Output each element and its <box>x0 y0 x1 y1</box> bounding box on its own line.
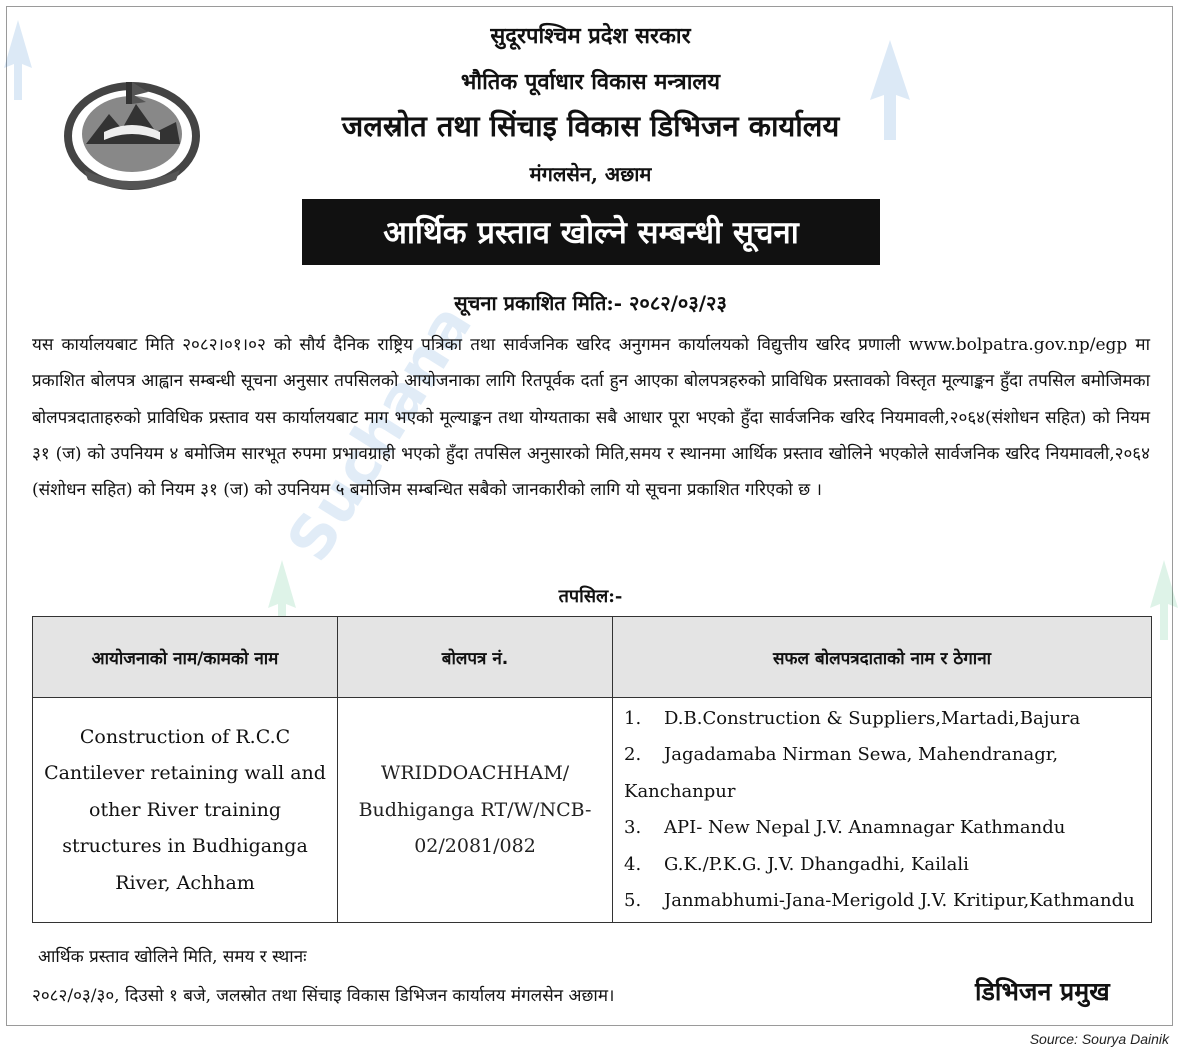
table-row <box>33 698 1152 923</box>
notice-body: यस कार्यालयबाट मिति २०८२।०१।०२ को सौर्य दैनिक राष्ट्रिय पत्रिका तथा सार्वजनिक खरिद अनुगमन कार्यालयको विद्युत्तीय खरिद प्रणाली www.bolpatra.gov.np/egp मा प्रकाशित बोलपत्र आह्वान सम्बन्धी सूचना अनुसार तपसिलको आयोजनाका लागि रितपूर्वक दर्ता हुन आएका बोलपत्रहरुको प्राविधिक प्रस्तावको विस्तृत मूल्याङ्कन हुँदा तपसिल बमोजिमका बोलपत्रदाताहरुको प्राविधिक प्रस्ताव यस कार्यालयबाट माग भएको मूल्याङ्कन तथा योग्यताका सबै आधार पूरा भएको हुँदा सार्वजनिक खरिद नियमावली,२०६४(संशोधन सहित) को नियम ३१ (ज) को उपनियम ४ बमोजिम सारभूत रुपमा प्रभावग्राही भएको हुँदा तपसिल अनुसारको मिति,समय र स्थानमा आर्थिक प्रस्ताव खोलिने भएकोले सार्वजनिक खरिद नियमावली,२०६४ (संशोधन सहित) को नियम ३१ (ज) को उपनियम ५ बमोजिम सम्बन्धित सबैको जानकारीको लागि यो सूचना प्रकाशित गरिएको छ । <box>32 335 1150 501</box>
opening-label: आर्थिक प्रस्ताव खोलिने मिति, समय र स्थानः <box>38 947 307 967</box>
opening-detail: २०८२/०३/३०, दिउसो १ बजे, जलस्रोत तथा सिंचाइ विकास डिभिजन कार्यालय मंगलसेन अछाम। <box>32 986 615 1006</box>
bid-number-cell: WRIDDOACHHAM/ Budhiganga RT/W/NCB-02/2081/082 <box>338 698 613 923</box>
province-government-heading: सुदूरपश्चिम प्रदेश सरकार <box>490 23 691 49</box>
list-item: 1. D.B.Construction & Suppliers,Martadi,Bajura <box>624 707 1081 729</box>
office-location: मंगलसेन, अछाम <box>529 162 652 186</box>
project-name-cell: Construction of R.C.C Cantilever retaining wall and other River training structures in Budhiganga River, Achham <box>33 698 338 923</box>
source-credit: Source: Sourya Dainik <box>1029 1031 1169 1047</box>
details-table <box>32 616 1152 923</box>
notice-title-box <box>302 199 880 265</box>
header-successful-bidders: सफल बोलपत्रदाताको नाम र ठेगाना <box>613 617 1152 698</box>
notice-title: आर्थिक प्रस्ताव खोल्ने सम्बन्धी सूचना <box>383 215 799 251</box>
signatory: डिभिजन प्रमुख <box>975 977 1110 1006</box>
header-bid-number: बोलपत्र नं. <box>338 617 613 698</box>
list-item: 2. Jagadamaba Nirman Sewa, Mahendranagr, Kanchanpur <box>624 744 1059 802</box>
ministry-heading: भौतिक पूर्वाधार विकास मन्त्रालय <box>460 69 721 95</box>
table-header-row <box>33 617 1152 698</box>
bidders-cell <box>613 698 1152 923</box>
bidders-list <box>614 701 1150 920</box>
office-heading: जलस्रोत तथा सिंचाइ विकास डिभिजन कार्यालय <box>341 109 840 143</box>
publish-date: सूचना प्रकाशित मिति:- २०८२/०३/२३ <box>454 291 727 315</box>
list-item: 5. Janmabhumi-Jana-Merigold J.V. Kritipur,Kathmandu <box>624 890 1135 911</box>
tapasil-label: तपसिल:- <box>558 586 623 607</box>
watermark-text: Suchana <box>273 292 486 574</box>
list-item: 3. API- New Nepal J.V. Anamnagar Kathmandu <box>624 817 1066 838</box>
header-project-name: आयोजनाको नाम/कामको नाम <box>33 617 338 698</box>
list-item: 4. G.K./P.K.G. J.V. Dhangadhi, Kailali <box>624 853 969 875</box>
